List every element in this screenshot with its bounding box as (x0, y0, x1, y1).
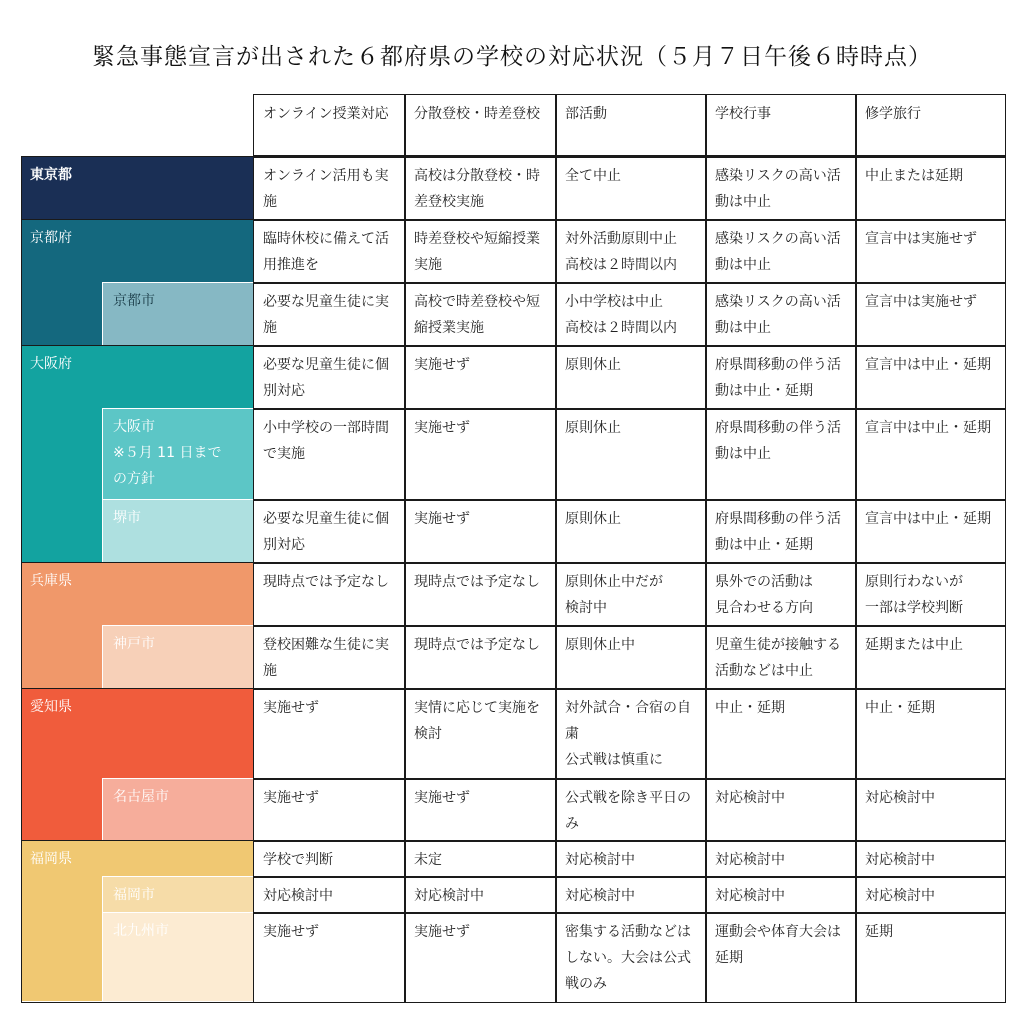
city-name: 大阪市 ※５月 11 日まで の方針 (113, 419, 222, 487)
table-cell: 実施せず (404, 499, 557, 564)
table-cell: 学校で判断 (253, 840, 406, 878)
table-cell: 宣言中は中止・延期 (855, 499, 1006, 564)
table-cell: 実施せず (253, 688, 406, 780)
table-cell: 感染リスクの高い活動は中止 (705, 156, 857, 221)
prefecture-name: 愛知県 (30, 699, 72, 715)
table-cell: 対応検討中 (555, 840, 707, 878)
table-cell: 対応検討中 (855, 840, 1006, 878)
table-cell: 宣言中は実施せず (855, 219, 1006, 284)
table-cell: 対応検討中 (253, 876, 406, 914)
table-cell: 感染リスクの高い活動は中止 (705, 282, 857, 347)
table-cell: 現時点では予定なし (404, 625, 557, 690)
table-cell: 県外での活動は 見合わせる方向 (705, 562, 857, 627)
table-cell: 現時点では予定なし (404, 562, 557, 627)
city-name: 京都市 (113, 293, 155, 309)
prefecture-name: 兵庫県 (30, 573, 72, 589)
prefecture-name: 東京都 (30, 167, 72, 183)
table-cell: 小中学校の一部時間で実施 (253, 408, 406, 501)
table-cell: 公式戦を除き平日のみ (555, 778, 707, 842)
table-cell: 原則休止 (555, 408, 707, 501)
table-cell: 対応検討中 (855, 778, 1006, 842)
table-cell: 対外試合・合宿の自粛 公式戦は慎重に (555, 688, 707, 780)
table-cell: 児童生徒が接触する活動などは中止 (705, 625, 857, 690)
table-cell: 高校は分散登校・時差登校実施 (404, 156, 557, 221)
table-cell: 府県間移動の伴う活動は中止・延期 (705, 345, 857, 410)
city-name: 名古屋市 (113, 789, 169, 805)
table-cell: 宣言中は中止・延期 (855, 345, 1006, 410)
table-cell: 必要な児童生徒に実施 (253, 282, 406, 347)
table-cell: 感染リスクの高い活動は中止 (705, 219, 857, 284)
table-cell: 全て中止 (555, 156, 707, 221)
column-header: オンライン授業対応 (253, 94, 406, 158)
column-header: 修学旅行 (855, 94, 1006, 158)
table-cell: 実施せず (404, 912, 557, 1003)
column-header: 学校行事 (705, 94, 857, 158)
table-cell: 中止または延期 (855, 156, 1006, 221)
table-cell: 延期 (855, 912, 1006, 1003)
city-name: 福岡市 (113, 887, 155, 903)
prefecture-name: 大阪府 (30, 356, 72, 372)
table-cell: 臨時休校に備えて活用推進を (253, 219, 406, 284)
table-cell: 延期または中止 (855, 625, 1006, 690)
table-cell: 中止・延期 (705, 688, 857, 780)
table-cell: 原則休止中だが 検討中 (555, 562, 707, 627)
table-cell: 必要な児童生徒に個別対応 (253, 345, 406, 410)
table-cell: 密集する活動などはしない。大会は公式戦のみ (555, 912, 707, 1003)
table-cell: 必要な児童生徒に個別対応 (253, 499, 406, 564)
table-cell: 実施せず (253, 778, 406, 842)
table-cell: 時差登校や短縮授業実施 (404, 219, 557, 284)
table-cell: 対応検討中 (705, 876, 857, 914)
column-header: 部活動 (555, 94, 707, 158)
prefecture-name: 福岡県 (30, 851, 72, 867)
table-cell: 実施せず (253, 912, 406, 1003)
page-title: 緊急事態宣言が出された６都府県の学校の対応状況（５月７日午後６時時点） (92, 44, 932, 70)
table-cell: 中止・延期 (855, 688, 1006, 780)
table-cell: 実情に応じて実施を検討 (404, 688, 557, 780)
table-cell: 宣言中は中止・延期 (855, 408, 1006, 501)
table-cell: 原則休止 (555, 499, 707, 564)
table-cell: 実施せず (404, 778, 557, 842)
city-name: 堺市 (113, 510, 141, 526)
table-cell: 対応検討中 (705, 778, 857, 842)
column-header: 分散登校・時差登校 (404, 94, 557, 158)
city-name: 神戸市 (113, 636, 155, 652)
city-name: 北九州市 (113, 923, 169, 939)
prefecture-name: 京都府 (30, 230, 72, 246)
table-cell: 実施せず (404, 408, 557, 501)
table-cell: 府県間移動の伴う活動は中止・延期 (705, 499, 857, 564)
table-cell: 小中学校は中止 高校は２時間以内 (555, 282, 707, 347)
table-cell: 対応検討中 (404, 876, 557, 914)
table-cell: 実施せず (404, 345, 557, 410)
table-cell: 登校困難な生徒に実施 (253, 625, 406, 690)
table-cell: 高校で時差登校や短縮授業実施 (404, 282, 557, 347)
table-cell: 原則行わないが 一部は学校判断 (855, 562, 1006, 627)
region-frame (21, 156, 253, 1003)
table-cell: 運動会や体育大会は延期 (705, 912, 857, 1003)
table-cell: 対外活動原則中止 高校は２時間以内 (555, 219, 707, 284)
table-cell: オンライン活用も実施 (253, 156, 406, 221)
table-cell: 原則休止中 (555, 625, 707, 690)
table-cell: 現時点では予定なし (253, 562, 406, 627)
table-cell: 未定 (404, 840, 557, 878)
table-cell: 原則休止 (555, 345, 707, 410)
table-cell: 対応検討中 (705, 840, 857, 878)
table-cell: 対応検討中 (555, 876, 707, 914)
table-cell: 対応検討中 (855, 876, 1006, 914)
table-cell: 宣言中は実施せず (855, 282, 1006, 347)
table-cell: 府県間移動の伴う活動は中止 (705, 408, 857, 501)
